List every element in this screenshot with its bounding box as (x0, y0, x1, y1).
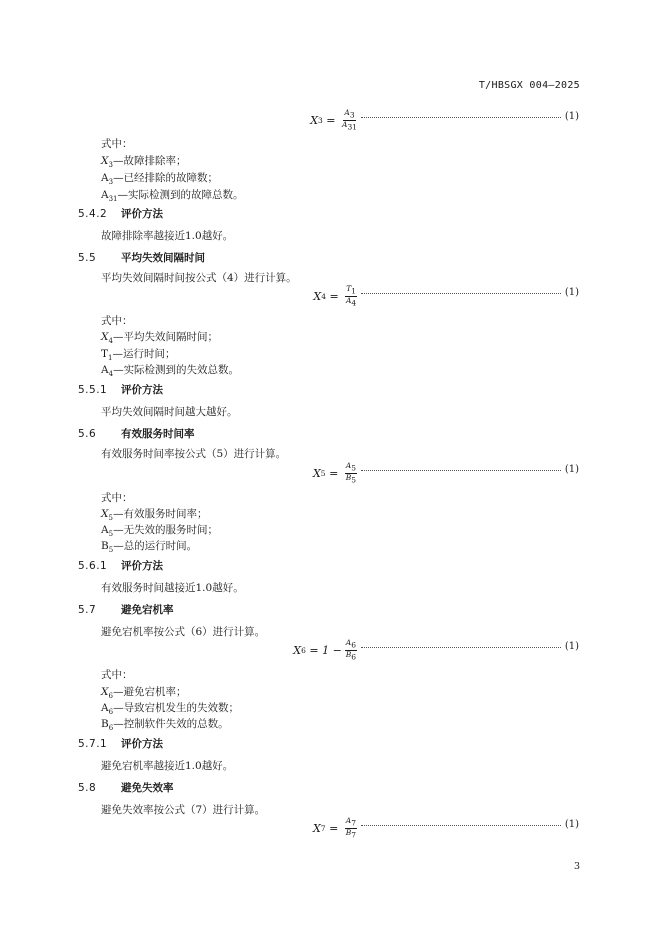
formula-lhs-subscript: 7 (320, 823, 326, 833)
formula (313, 285, 357, 307)
var-symbol: A (101, 524, 109, 536)
where-label-2: 式中： (101, 315, 133, 327)
numerator-symbol: A (345, 816, 352, 825)
dot-leader (361, 117, 561, 118)
var-subscript: 31 (108, 195, 118, 204)
dot-leader (361, 470, 561, 471)
page-number: 3 (573, 861, 580, 872)
var-subscript: 4 (108, 370, 114, 379)
var-subscript: 6 (108, 724, 114, 733)
equals-sign: = (325, 289, 343, 303)
var-def (101, 700, 239, 716)
denominator (342, 121, 357, 132)
paragraph: 有效服务时间越接近1.0越好。 (101, 582, 244, 594)
where-label-1: 式中： (101, 138, 133, 150)
equation-x5 (239, 461, 579, 483)
numerator-subscript: 5 (351, 463, 356, 473)
var-def (101, 684, 186, 700)
section-heading-5-7-1: 5.7.1 评价方法 (78, 738, 163, 750)
var-symbol: A (101, 172, 109, 184)
paragraph: 避免失效率按公式（7）进行计算。 (101, 804, 266, 816)
var-description: —无失效的服务时间； (113, 524, 219, 536)
fraction (345, 285, 357, 307)
denominator (346, 651, 356, 662)
numerator-subscript: 7 (351, 818, 356, 828)
fraction (342, 109, 357, 131)
var-subscript: 4 (108, 337, 113, 346)
var-subscript: 6 (108, 692, 113, 701)
var-subscript: 5 (108, 546, 114, 555)
formula (313, 462, 357, 484)
var-subscript: 3 (108, 178, 114, 187)
numerator-subscript: 1 (351, 286, 356, 296)
var-subscript: 5 (108, 514, 113, 523)
fraction (345, 462, 357, 484)
var-description: —实际检测到的故障总数。 (117, 189, 244, 201)
formula (310, 109, 357, 131)
section-heading-5-7: 5.7 避免宕机率 (78, 604, 174, 616)
dot-leader (361, 825, 561, 826)
denominator-subscript: 6 (351, 652, 357, 661)
var-def (101, 506, 207, 522)
equation-x6 (239, 638, 579, 660)
denominator-subscript: 5 (351, 475, 357, 484)
dot-leader (361, 293, 561, 294)
var-def (101, 362, 239, 378)
denominator-subscript: 31 (347, 122, 357, 131)
formula-lhs: X (312, 466, 321, 480)
var-def (101, 170, 218, 186)
var-def (101, 716, 229, 732)
equation-number: (1) (564, 819, 579, 830)
var-description: —有效服务时间率； (112, 508, 208, 520)
var-description: —总的运行时间。 (113, 540, 198, 552)
var-subscript: 6 (108, 708, 114, 717)
var-description: —控制软件失效的总数。 (113, 718, 229, 730)
section-heading-5-5: 5.5 平均失效间隔时间 (78, 252, 205, 264)
var-def (101, 153, 186, 169)
section-heading-5-4-2: 5.4.2 评价方法 (78, 208, 163, 220)
fraction (345, 639, 357, 661)
var-def (101, 346, 175, 362)
var-description: —实际检测到的失效总数。 (113, 364, 240, 376)
equation-number: (1) (564, 641, 579, 652)
var-subscript: 5 (108, 530, 114, 539)
var-description: —已经排除的故障数； (113, 172, 219, 184)
var-description: —平均失效间隔时间； (112, 331, 218, 343)
var-symbol: T (101, 348, 109, 360)
numerator-subscript: 3 (349, 110, 355, 120)
denominator (346, 829, 356, 840)
formula-lhs: X (293, 643, 302, 657)
numerator-subscript: 6 (351, 640, 356, 650)
paragraph: 故障排除率越接近1.0越好。 (101, 230, 234, 242)
var-description: —运行时间； (112, 348, 176, 360)
equals-sign: = (325, 466, 342, 480)
dot-leader (361, 647, 561, 648)
equals-sign: = (322, 113, 340, 127)
formula-lhs-subscript: 3 (318, 115, 323, 125)
var-description: —避免宕机率； (112, 686, 187, 698)
denominator-symbol: A (342, 119, 348, 129)
var-def (101, 522, 218, 538)
fraction (345, 817, 357, 839)
numerator-symbol: A (345, 638, 352, 647)
var-symbol: A (101, 702, 109, 714)
equation-x4 (239, 284, 579, 306)
equation-x7 (239, 816, 579, 838)
where-label-4: 式中： (101, 669, 133, 681)
paragraph: 避免宕机率越接近1.0越好。 (101, 760, 234, 772)
denominator (346, 474, 356, 485)
formula-prefix: 1 − (322, 643, 342, 657)
where-label-3: 式中： (101, 492, 133, 504)
equals-sign: = (305, 643, 323, 657)
var-symbol: X (101, 331, 109, 343)
paragraph: 有效服务时间率按公式（5）进行计算。 (101, 448, 287, 460)
formula-lhs: X (313, 289, 322, 303)
equals-sign: = (325, 821, 342, 835)
var-symbol: X (101, 155, 109, 167)
var-subscript: 1 (108, 354, 113, 363)
formula-lhs-subscript: 6 (301, 645, 306, 655)
denominator-symbol: B (345, 649, 352, 659)
var-symbol: A (101, 189, 109, 201)
equation-number: (1) (564, 111, 579, 122)
denominator-symbol: B (345, 472, 352, 482)
numerator-symbol: T (346, 284, 352, 293)
paragraph: 避免宕机率按公式（6）进行计算。 (101, 626, 266, 638)
paragraph: 平均失效间隔时间越大越好。 (101, 406, 238, 418)
denominator-symbol: B (345, 827, 352, 837)
denominator-subscript: 7 (351, 830, 357, 839)
formula (293, 639, 357, 661)
equation-number: (1) (564, 464, 579, 475)
var-def (101, 329, 218, 345)
var-def (101, 538, 197, 554)
equation-number: (1) (564, 287, 579, 298)
formula-lhs-subscript: 4 (321, 291, 326, 301)
paragraph: 平均失效间隔时间按公式（4）进行计算。 (101, 272, 297, 284)
var-subscript: 3 (108, 161, 113, 170)
formula-lhs: X (312, 821, 321, 835)
formula-lhs: X (310, 113, 319, 127)
denominator (346, 297, 356, 308)
denominator-subscript: 4 (351, 298, 357, 307)
section-heading-5-6-1: 5.6.1 评价方法 (78, 560, 163, 572)
var-def (101, 187, 244, 203)
section-heading-5-8: 5.8 避免失效率 (78, 782, 174, 794)
numerator-symbol: A (345, 461, 352, 470)
section-heading-5-6: 5.6 有效服务时间率 (78, 428, 195, 440)
equation-x3 (239, 108, 579, 130)
var-description: —导致宕机发生的失效数； (113, 702, 240, 714)
var-symbol: A (101, 364, 109, 376)
var-symbol: X (101, 508, 109, 520)
var-symbol: B (101, 540, 109, 552)
section-heading-5-5-1: 5.5.1 评价方法 (78, 384, 163, 396)
denominator-symbol: A (346, 295, 352, 305)
formula-lhs-subscript: 5 (320, 468, 326, 478)
standard-number: T/HBSGX 004—2025 (478, 80, 580, 91)
numerator-symbol: A (344, 108, 350, 117)
var-symbol: B (101, 718, 109, 730)
var-description: —故障排除率； (112, 155, 187, 167)
formula (313, 817, 357, 839)
var-symbol: X (101, 686, 109, 698)
